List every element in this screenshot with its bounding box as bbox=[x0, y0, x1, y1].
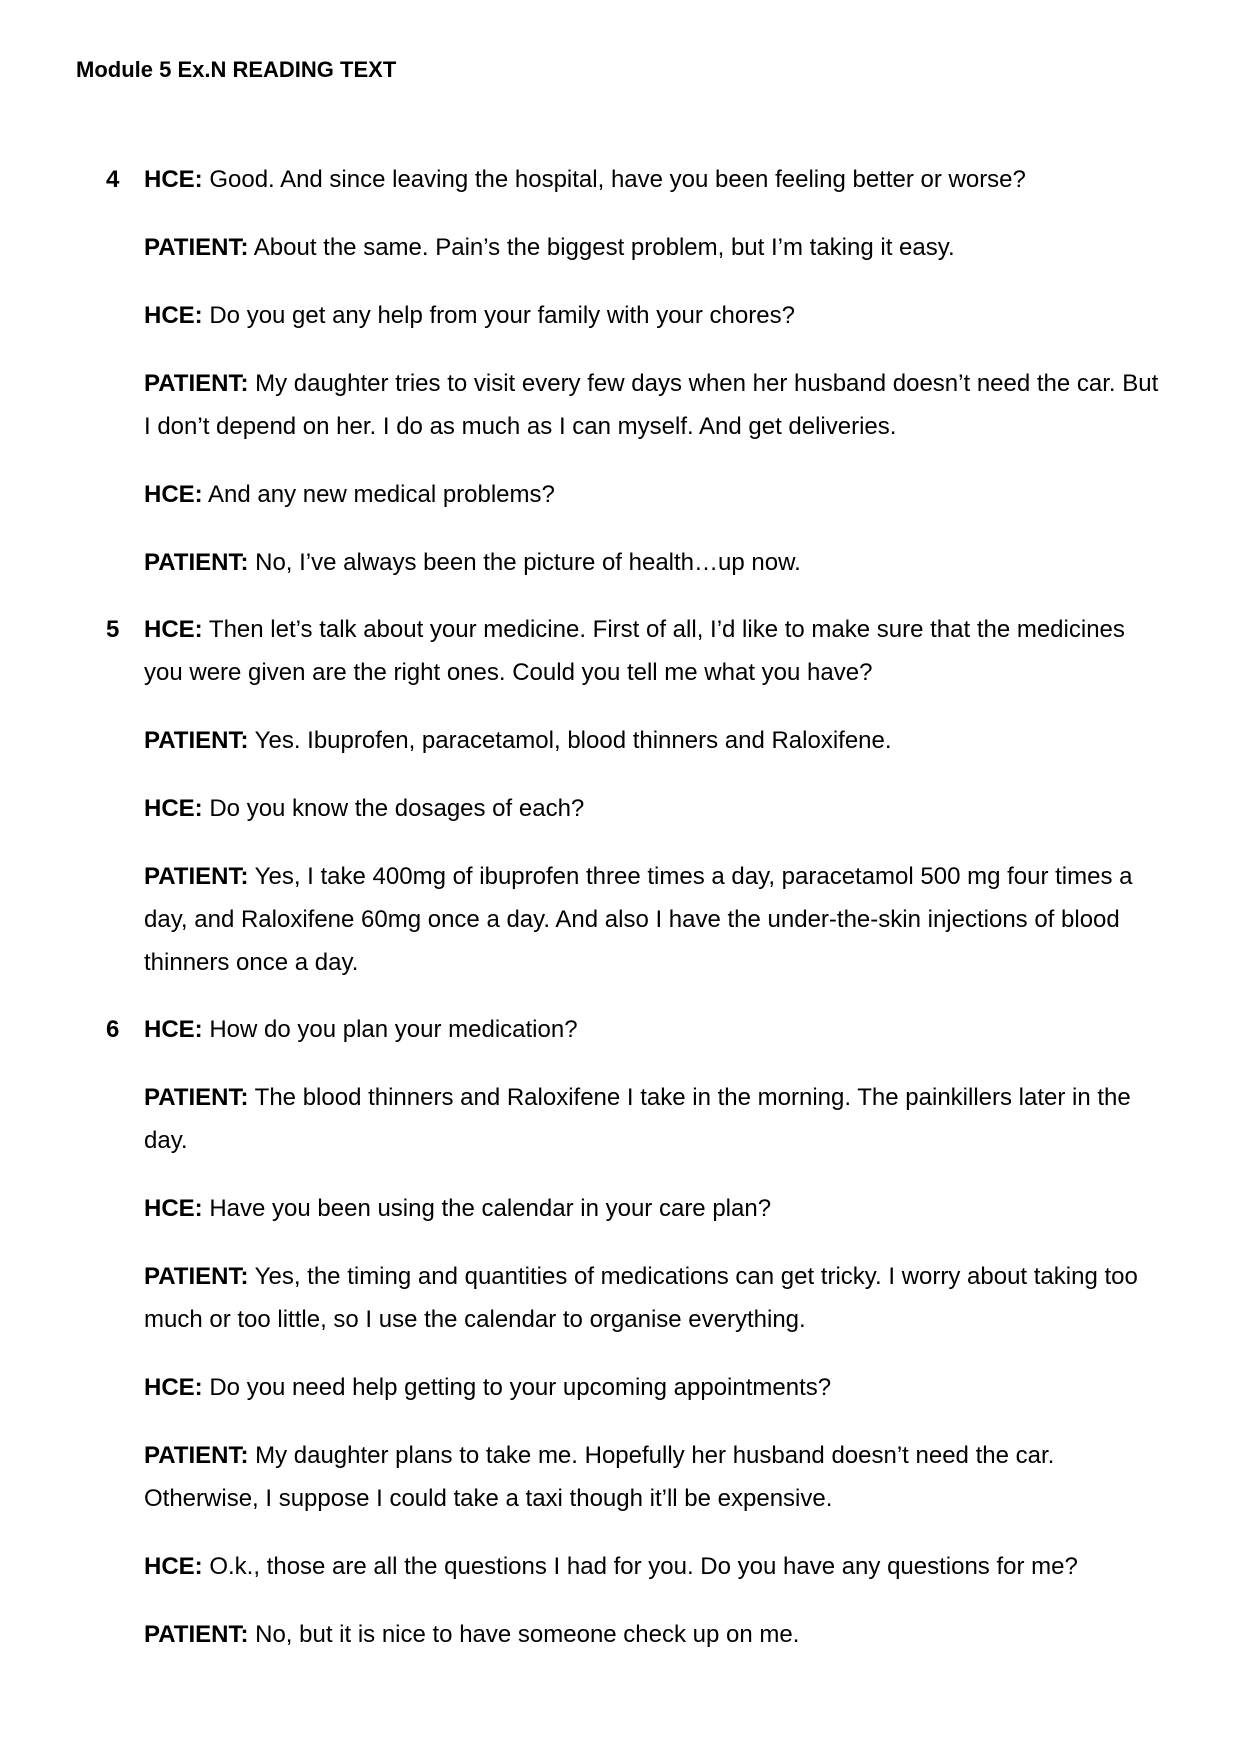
exchange-number: 4 bbox=[106, 166, 120, 193]
dialogue-turn-hce bbox=[144, 787, 1166, 830]
speaker-label: HCE: bbox=[144, 481, 203, 508]
turn-text: How do you plan your medication? bbox=[202, 1016, 578, 1043]
speaker-label: HCE: bbox=[144, 795, 203, 822]
dialogue-turn-hce bbox=[144, 294, 1166, 337]
turn-text: The blood thinners and Raloxifene I take in the morning. The painkillers later in the day. bbox=[144, 1084, 1131, 1154]
turn-text: About the same. Pain’s the biggest problem, but I’m taking it easy. bbox=[248, 234, 955, 261]
turn-text: My daughter plans to take me. Hopefully her husband doesn’t need the car. Otherwise, I suppose I could take a taxi though it’ll be expensive. bbox=[144, 1442, 1055, 1512]
speaker-label: HCE: bbox=[144, 1553, 203, 1580]
speaker-label: HCE: bbox=[144, 616, 203, 643]
speaker-label: PATIENT: bbox=[144, 863, 249, 890]
speaker-label: PATIENT: bbox=[144, 727, 249, 754]
dialogue-turn-patient bbox=[144, 541, 1166, 584]
turn-text: No, but it is nice to have someone check up on me. bbox=[248, 1621, 800, 1648]
speaker-label: PATIENT: bbox=[144, 549, 249, 576]
dialogue-turn-hce bbox=[144, 473, 1166, 516]
exchange-number: 5 bbox=[106, 616, 120, 643]
speaker-label: HCE: bbox=[144, 1016, 203, 1043]
turn-text: And any new medical problems? bbox=[202, 481, 555, 508]
dialogue-turn-hce bbox=[144, 158, 1166, 201]
speaker-label: PATIENT: bbox=[144, 1621, 249, 1648]
page-title: Module 5 Ex.N READING TEXT bbox=[76, 57, 397, 82]
turn-text: O.k., those are all the questions I had for you. Do you have any questions for me? bbox=[202, 1553, 1078, 1580]
turn-text: Yes. Ibuprofen, paracetamol, blood thinners and Raloxifene. bbox=[248, 727, 892, 754]
turn-text: My daughter tries to visit every few days when her husband doesn’t need the car. But I don’t depend on her. I do as much as I can myself. And get deliveries. bbox=[144, 370, 1159, 440]
speaker-label: PATIENT: bbox=[144, 370, 249, 397]
turn-text: Do you get any help from your family with your chores? bbox=[202, 302, 795, 329]
dialogue-turn-hce bbox=[144, 1187, 1166, 1230]
dialogue-turn-patient bbox=[144, 1255, 1166, 1341]
dialogue-turn-hce bbox=[144, 1008, 1166, 1051]
dialogue-turn-hce bbox=[144, 608, 1166, 694]
exchange-4 bbox=[106, 158, 1166, 584]
speaker-label: HCE: bbox=[144, 1374, 203, 1401]
turn-text: Do you need help getting to your upcoming appointments? bbox=[202, 1374, 832, 1401]
dialogue-text bbox=[106, 158, 1166, 1680]
dialogue-turn-patient bbox=[144, 226, 1166, 269]
turn-text: Have you been using the calendar in your care plan? bbox=[202, 1195, 772, 1222]
speaker-label: PATIENT: bbox=[144, 1442, 249, 1469]
dialogue-turn-hce bbox=[144, 1366, 1166, 1409]
turn-text: Good. And since leaving the hospital, have you been feeling better or worse? bbox=[202, 166, 1026, 193]
dialogue-turn-hce bbox=[144, 1545, 1166, 1588]
exchange-5 bbox=[106, 608, 1166, 984]
dialogue-turn-patient bbox=[144, 1613, 1166, 1656]
dialogue-turn-patient bbox=[144, 1076, 1166, 1162]
speaker-label: PATIENT: bbox=[144, 234, 249, 261]
turn-text: Yes, I take 400mg of ibuprofen three times a day, paracetamol 500 mg four times a day, and Raloxifene 60mg once a day. And also I have the under-the-skin injections of blood thinners once a day. bbox=[144, 863, 1133, 976]
speaker-label: HCE: bbox=[144, 302, 203, 329]
dialogue-turn-patient bbox=[144, 1434, 1166, 1520]
dialogue-turn-patient bbox=[144, 719, 1166, 762]
dialogue-turn-patient bbox=[144, 362, 1166, 448]
exchange-number: 6 bbox=[106, 1016, 120, 1043]
turn-text: No, I’ve always been the picture of health…up now. bbox=[248, 549, 801, 576]
dialogue-turn-patient bbox=[144, 855, 1166, 984]
speaker-label: PATIENT: bbox=[144, 1084, 249, 1111]
speaker-label: HCE: bbox=[144, 1195, 203, 1222]
exchange-6 bbox=[106, 1008, 1166, 1656]
turn-text: Then let’s talk about your medicine. First of all, I’d like to make sure that the medicines you were given are the right ones. Could you tell me what you have? bbox=[144, 616, 1125, 686]
turn-text: Yes, the timing and quantities of medications can get tricky. I worry about taking too much or too little, so I use the calendar to organise everything. bbox=[144, 1263, 1138, 1333]
speaker-label: HCE: bbox=[144, 166, 203, 193]
turn-text: Do you know the dosages of each? bbox=[202, 795, 585, 822]
speaker-label: PATIENT: bbox=[144, 1263, 249, 1290]
